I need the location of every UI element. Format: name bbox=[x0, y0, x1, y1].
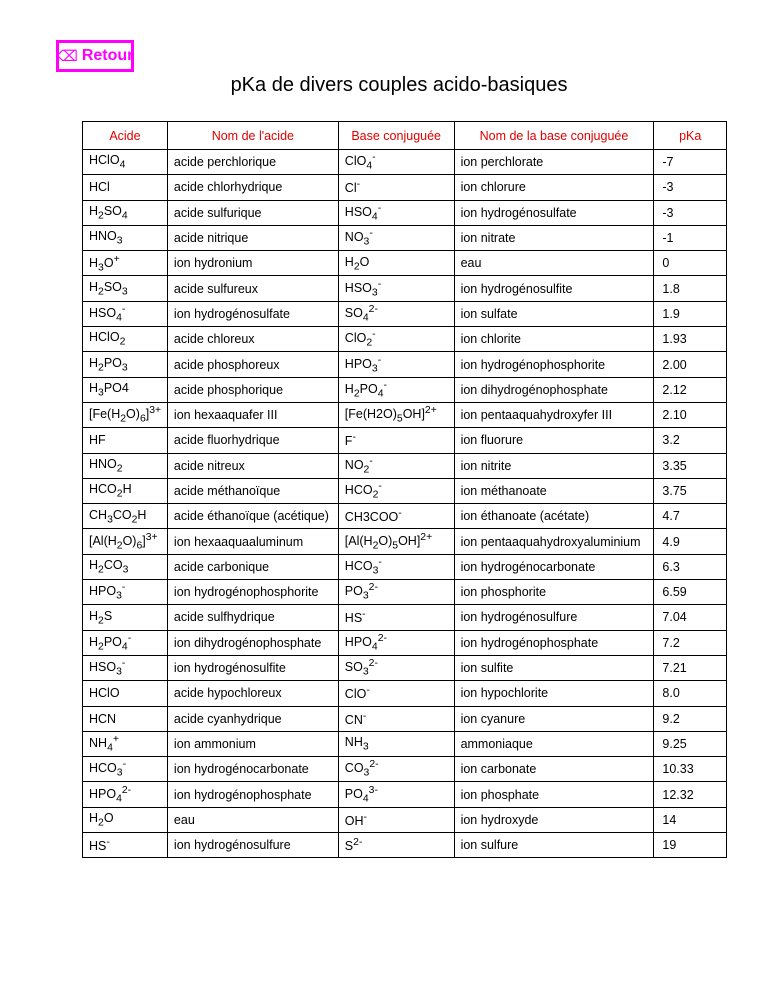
table-row bbox=[83, 807, 727, 832]
nom-base-cell: eau bbox=[454, 251, 654, 276]
nom-base-cell: ion phosphorite bbox=[454, 580, 654, 605]
pka-cell: 9.2 bbox=[654, 706, 727, 731]
nom-acide-cell: acide chlorhydrique bbox=[167, 175, 338, 200]
base-cell: $H_2O$ bbox=[338, 251, 454, 276]
base-cell: $S^{2-}$ bbox=[338, 833, 454, 858]
nom-acide-cell: ion hydrogénocarbonate bbox=[167, 757, 338, 782]
base-cell: HS- bbox=[338, 605, 454, 630]
base-cell: OH- bbox=[338, 807, 454, 832]
pka-cell: 7.21 bbox=[654, 655, 727, 680]
table-row bbox=[83, 150, 727, 175]
acide-cell: HClO$_2$ bbox=[83, 327, 168, 352]
table-row bbox=[83, 580, 727, 605]
acide-cell: $HCO_2H$ bbox=[83, 478, 168, 503]
base-cell: $PO_3^{2-}$ bbox=[338, 580, 454, 605]
acide-cell: $[Al(H_2O)_6]^{3+}$ bbox=[83, 529, 168, 554]
pka-cell: 19 bbox=[654, 833, 727, 858]
header-pka: pKa bbox=[654, 122, 727, 150]
header-nom-base: Nom de la base conjuguée bbox=[454, 122, 654, 150]
pka-cell: 6.3 bbox=[654, 554, 727, 579]
nom-base-cell: ion méthanoate bbox=[454, 478, 654, 503]
table-header-row bbox=[83, 122, 727, 150]
nom-base-cell: ion pentaaquahydroxyaluminium bbox=[454, 529, 654, 554]
nom-acide-cell: ion hexaaquafer III bbox=[167, 402, 338, 427]
header-nom-acide: Nom de l'acide bbox=[167, 122, 338, 150]
nom-base-cell: ion hydrogénosulfate bbox=[454, 200, 654, 225]
table-row bbox=[83, 655, 727, 680]
acide-cell: $HNO_2$ bbox=[83, 453, 168, 478]
nom-base-cell: ion pentaaquahydroxyfer III bbox=[454, 402, 654, 427]
table-row bbox=[83, 529, 727, 554]
nom-acide-cell: acide carbonique bbox=[167, 554, 338, 579]
table-row bbox=[83, 453, 727, 478]
nom-acide-cell: acide hypochloreux bbox=[167, 681, 338, 706]
nom-base-cell: ion nitrite bbox=[454, 453, 654, 478]
table-row bbox=[83, 428, 727, 453]
table-row bbox=[83, 731, 727, 756]
acide-cell: HClO$_4$ bbox=[83, 150, 168, 175]
nom-acide-cell: acide nitreux bbox=[167, 453, 338, 478]
table-row bbox=[83, 175, 727, 200]
acide-cell: $H_2SO_3$ bbox=[83, 276, 168, 301]
nom-base-cell: ammoniaque bbox=[454, 731, 654, 756]
nom-base-cell: ion chlorure bbox=[454, 175, 654, 200]
base-cell: $[Fe(H2O)_5OH]^{2+}$ bbox=[338, 402, 454, 427]
nom-base-cell: ion sulfure bbox=[454, 833, 654, 858]
nom-acide-cell: acide fluorhydrique bbox=[167, 428, 338, 453]
acide-cell: $HNO_3$ bbox=[83, 225, 168, 250]
pka-table bbox=[82, 121, 727, 858]
pka-cell: 4.9 bbox=[654, 529, 727, 554]
pka-cell: 8.0 bbox=[654, 681, 727, 706]
acide-cell: HCN bbox=[83, 706, 168, 731]
nom-base-cell: ion nitrate bbox=[454, 225, 654, 250]
nom-acide-cell: ion hydrogénosulfite bbox=[167, 655, 338, 680]
nom-base-cell: ion hydrogénophosphate bbox=[454, 630, 654, 655]
pka-cell: 1.8 bbox=[654, 276, 727, 301]
acide-cell: $H_2S$ bbox=[83, 605, 168, 630]
nom-base-cell: ion hydrogénophosphorite bbox=[454, 352, 654, 377]
nom-base-cell: ion carbonate bbox=[454, 757, 654, 782]
pka-cell: -3 bbox=[654, 200, 727, 225]
nom-acide-cell: ion hydrogénosulfate bbox=[167, 301, 338, 326]
nom-acide-cell: ion dihydrogénophosphate bbox=[167, 630, 338, 655]
acide-cell: HF bbox=[83, 428, 168, 453]
base-cell: CN- bbox=[338, 706, 454, 731]
nom-base-cell: ion cyanure bbox=[454, 706, 654, 731]
acide-cell: $[Fe(H_2O)_6]^{3+}$ bbox=[83, 402, 168, 427]
nom-base-cell: ion perchlorate bbox=[454, 150, 654, 175]
pka-cell: -7 bbox=[654, 150, 727, 175]
acide-cell: HClO bbox=[83, 681, 168, 706]
nom-acide-cell: ion ammonium bbox=[167, 731, 338, 756]
nom-acide-cell: acide phosphoreux bbox=[167, 352, 338, 377]
pka-cell: 2.12 bbox=[654, 377, 727, 402]
table-row bbox=[83, 478, 727, 503]
pka-cell: 7.2 bbox=[654, 630, 727, 655]
table-row bbox=[83, 782, 727, 807]
base-cell: Cl- bbox=[338, 175, 454, 200]
base-cell: $HPO_4^{2-}$ bbox=[338, 630, 454, 655]
base-cell: $CO_3^{2-}$ bbox=[338, 757, 454, 782]
base-cell: $NH_3$ bbox=[338, 731, 454, 756]
base-cell: $SO_4^{2-}$ bbox=[338, 301, 454, 326]
table-row bbox=[83, 681, 727, 706]
acide-cell: $HPO_3^-$ bbox=[83, 580, 168, 605]
pka-cell: 3.2 bbox=[654, 428, 727, 453]
table-row bbox=[83, 504, 727, 529]
nom-base-cell: ion chlorite bbox=[454, 327, 654, 352]
pka-cell: 1.9 bbox=[654, 301, 727, 326]
acide-cell: $H_2CO_3$ bbox=[83, 554, 168, 579]
nom-base-cell: ion sulfate bbox=[454, 301, 654, 326]
table-row bbox=[83, 251, 727, 276]
nom-base-cell: ion fluorure bbox=[454, 428, 654, 453]
table-row bbox=[83, 833, 727, 858]
acide-cell: $HCO_3^-$ bbox=[83, 757, 168, 782]
pka-cell: 4.7 bbox=[654, 504, 727, 529]
acide-cell: $NH_4^+$ bbox=[83, 731, 168, 756]
table-row bbox=[83, 327, 727, 352]
base-cell: $[Al(H_2O)_5OH]^{2+}$ bbox=[338, 529, 454, 554]
pka-cell: 2.00 bbox=[654, 352, 727, 377]
nom-acide-cell: acide méthanoïque bbox=[167, 478, 338, 503]
table-row bbox=[83, 554, 727, 579]
nom-acide-cell: acide sulfureux bbox=[167, 276, 338, 301]
pka-cell: 3.75 bbox=[654, 478, 727, 503]
base-cell: ClO- bbox=[338, 681, 454, 706]
table-row bbox=[83, 757, 727, 782]
nom-acide-cell: acide éthanoïque (acétique) bbox=[167, 504, 338, 529]
acide-cell: $HSO_4^-$ bbox=[83, 301, 168, 326]
nom-base-cell: ion hypochlorite bbox=[454, 681, 654, 706]
base-cell: $H_2PO_4^-$ bbox=[338, 377, 454, 402]
nom-base-cell: ion hydrogénosulfite bbox=[454, 276, 654, 301]
back-button[interactable] bbox=[56, 40, 134, 72]
acide-cell: $HPO_4^{2-}$ bbox=[83, 782, 168, 807]
nom-acide-cell: ion hydrogénophosphate bbox=[167, 782, 338, 807]
acide-cell: $CH_3CO_2H$ bbox=[83, 504, 168, 529]
nom-acide-cell: acide phosphorique bbox=[167, 377, 338, 402]
nom-base-cell: ion dihydrogénophosphate bbox=[454, 377, 654, 402]
table-row bbox=[83, 301, 727, 326]
nom-acide-cell: ion hydronium bbox=[167, 251, 338, 276]
nom-acide-cell: acide nitrique bbox=[167, 225, 338, 250]
table-row bbox=[83, 402, 727, 427]
base-cell: F- bbox=[338, 428, 454, 453]
pka-cell: 12.32 bbox=[654, 782, 727, 807]
acide-cell: $H_3PO4$ bbox=[83, 377, 168, 402]
table-row bbox=[83, 630, 727, 655]
table-row bbox=[83, 605, 727, 630]
pka-cell: 7.04 bbox=[654, 605, 727, 630]
nom-acide-cell: eau bbox=[167, 807, 338, 832]
pka-cell: 0 bbox=[654, 251, 727, 276]
pka-cell: 6.59 bbox=[654, 580, 727, 605]
nom-acide-cell: acide sulfurique bbox=[167, 200, 338, 225]
nom-acide-cell: acide cyanhydrique bbox=[167, 706, 338, 731]
nom-acide-cell: ion hexaaquaaluminum bbox=[167, 529, 338, 554]
table-row bbox=[83, 225, 727, 250]
base-cell: CH3COO- bbox=[338, 504, 454, 529]
base-cell: $PO_4^{3-}$ bbox=[338, 782, 454, 807]
table-row bbox=[83, 200, 727, 225]
table-body bbox=[83, 150, 727, 858]
pka-cell: 9.25 bbox=[654, 731, 727, 756]
nom-acide-cell: ion hydrogénosulfure bbox=[167, 833, 338, 858]
acide-cell: $H_2SO_4$ bbox=[83, 200, 168, 225]
table-row bbox=[83, 377, 727, 402]
base-cell: $HCO_2^-$ bbox=[338, 478, 454, 503]
back-button-label: Retour bbox=[81, 47, 134, 64]
nom-base-cell: ion phosphate bbox=[454, 782, 654, 807]
base-cell: $NO_3^-$ bbox=[338, 225, 454, 250]
pka-cell: 3.35 bbox=[654, 453, 727, 478]
acide-cell: HCl bbox=[83, 175, 168, 200]
base-cell: $SO_3^{2-}$ bbox=[338, 655, 454, 680]
base-cell: ClO$_2$- bbox=[338, 327, 454, 352]
nom-acide-cell: acide chloreux bbox=[167, 327, 338, 352]
backspace-icon: ⌫ bbox=[56, 48, 78, 65]
nom-base-cell: ion éthanoate (acétate) bbox=[454, 504, 654, 529]
nom-base-cell: ion sulfite bbox=[454, 655, 654, 680]
base-cell: ClO$_4$- bbox=[338, 150, 454, 175]
pka-cell: -3 bbox=[654, 175, 727, 200]
acide-cell: $H_3O^+$ bbox=[83, 251, 168, 276]
nom-acide-cell: acide perchlorique bbox=[167, 150, 338, 175]
nom-acide-cell: acide sulfhydrique bbox=[167, 605, 338, 630]
base-cell: $NO_2^-$ bbox=[338, 453, 454, 478]
base-cell: $HSO_3^-$ bbox=[338, 276, 454, 301]
page-title: pKa de divers couples acido-basiques bbox=[230, 74, 568, 96]
pka-cell: 10.33 bbox=[654, 757, 727, 782]
pka-cell: 1.93 bbox=[654, 327, 727, 352]
acide-cell: $H_2O$ bbox=[83, 807, 168, 832]
base-cell: $HSO_4^-$ bbox=[338, 200, 454, 225]
base-cell: $HPO_3^-$ bbox=[338, 352, 454, 377]
acide-cell: HS- bbox=[83, 833, 168, 858]
acide-cell: $HSO_3^-$ bbox=[83, 655, 168, 680]
header-base-conjuguee: Base conjuguée bbox=[338, 122, 454, 150]
table-row bbox=[83, 276, 727, 301]
nom-base-cell: ion hydrogénocarbonate bbox=[454, 554, 654, 579]
header-acide: Acide bbox=[83, 122, 168, 150]
acide-cell: $H_2PO_3$ bbox=[83, 352, 168, 377]
base-cell: $HCO_3^-$ bbox=[338, 554, 454, 579]
acide-cell: $H_2PO_4^-$ bbox=[83, 630, 168, 655]
table-row bbox=[83, 706, 727, 731]
nom-base-cell: ion hydrogénosulfure bbox=[454, 605, 654, 630]
pka-cell: -1 bbox=[654, 225, 727, 250]
pka-cell: 14 bbox=[654, 807, 727, 832]
nom-acide-cell: ion hydrogénophosphorite bbox=[167, 580, 338, 605]
nom-base-cell: ion hydroxyde bbox=[454, 807, 654, 832]
table-row bbox=[83, 352, 727, 377]
pka-cell: 2.10 bbox=[654, 402, 727, 427]
